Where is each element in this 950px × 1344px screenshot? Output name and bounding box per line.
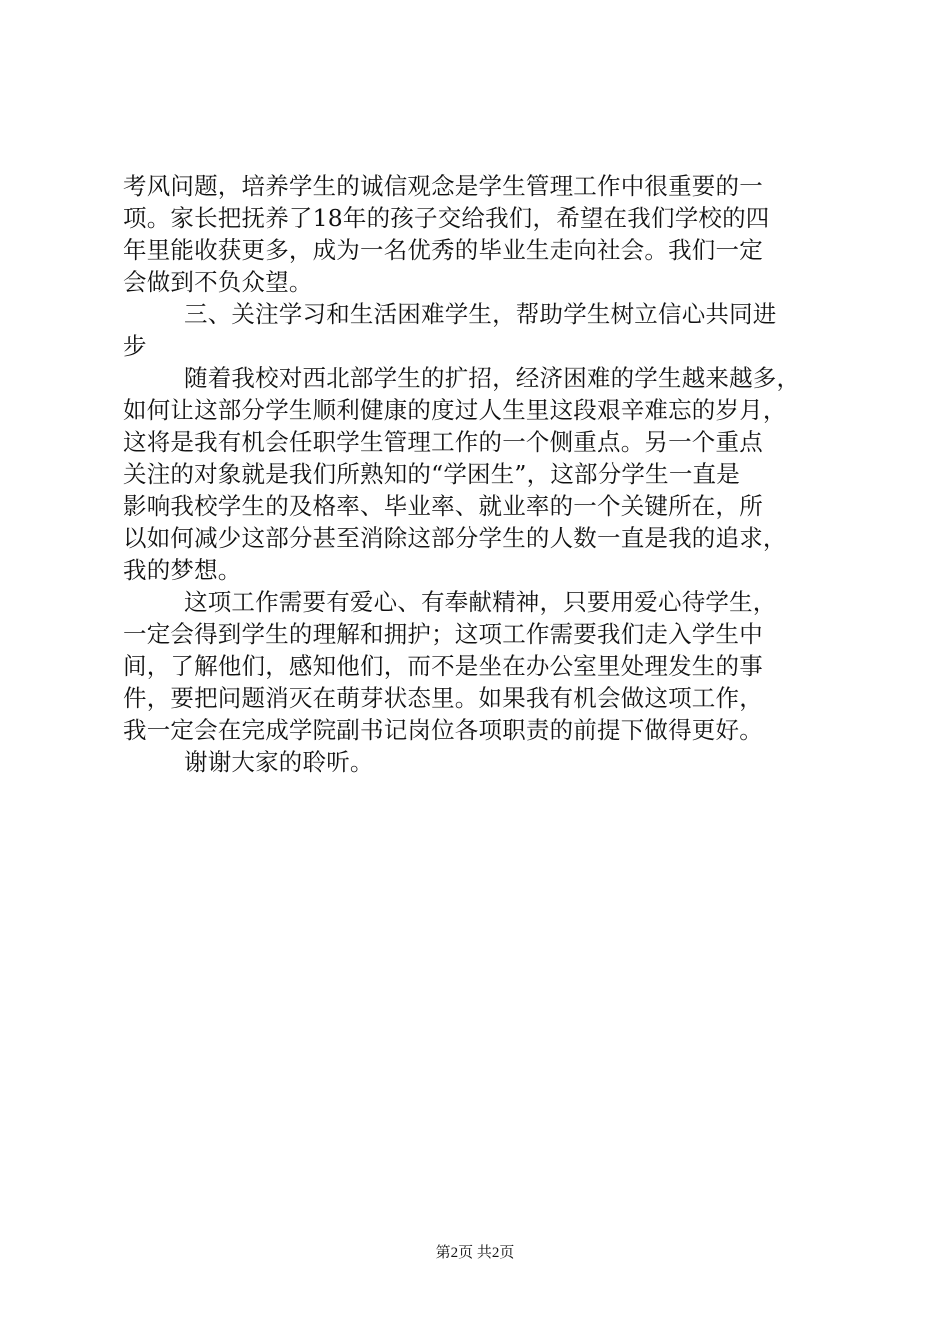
text-line: 一定会得到学生的理解和拥护；这项工作需要我们走入学生中 [123, 620, 763, 648]
text-line: 间，了解他们，感知他们，而不是坐在办公室里处理发生的事 [123, 652, 763, 680]
text-line: 年里能收获更多，成为一名优秀的毕业生走向社会。我们一定 [123, 236, 763, 264]
text-line: 关注的对象就是我们所熟知的“学困生”，这部分学生一直是 [123, 460, 740, 488]
page-number-footer: 第2页 共2页 [435, 1245, 515, 1261]
text-line: 项。家长把抚养了18年的孩子交给我们，希望在我们学校的四 [123, 204, 770, 232]
closing-line: 谢谢大家的聆听。 [184, 748, 374, 776]
text-line: 我的梦想。 [123, 556, 242, 584]
text-line: 件，要把问题消灭在萌芽状态里。如果我有机会做这项工作， [123, 684, 763, 712]
text-line: 以如何减少这部分甚至消除这部分学生的人数一直是我的追求， [123, 524, 787, 552]
document-body [123, 170, 843, 778]
text-line: 随着我校对西北部学生的扩招，经济困难的学生越来越多， [184, 364, 801, 392]
section-heading-continuation: 步 [123, 332, 147, 360]
text-line: 考风问题，培养学生的诚信观念是学生管理工作中很重要的一 [123, 172, 763, 200]
text-line: 这将是我有机会任职学生管理工作的一个侧重点。另一个重点 [123, 428, 763, 456]
text-line: 会做到不负众望。 [123, 268, 313, 296]
text-line: 这项工作需要有爱心、有奉献精神，只要用爱心待学生， [184, 588, 777, 616]
section-heading: 三、关注学习和生活困难学生，帮助学生树立信心共同进 [184, 300, 777, 328]
text-line: 影响我校学生的及格率、毕业率、就业率的一个关键所在，所 [123, 492, 763, 520]
text-line: 我一定会在完成学院副书记岗位各项职责的前提下做得更好。 [123, 716, 763, 744]
text-line: 如何让这部分学生顺利健康的度过人生里这段艰辛难忘的岁月， [123, 396, 787, 424]
